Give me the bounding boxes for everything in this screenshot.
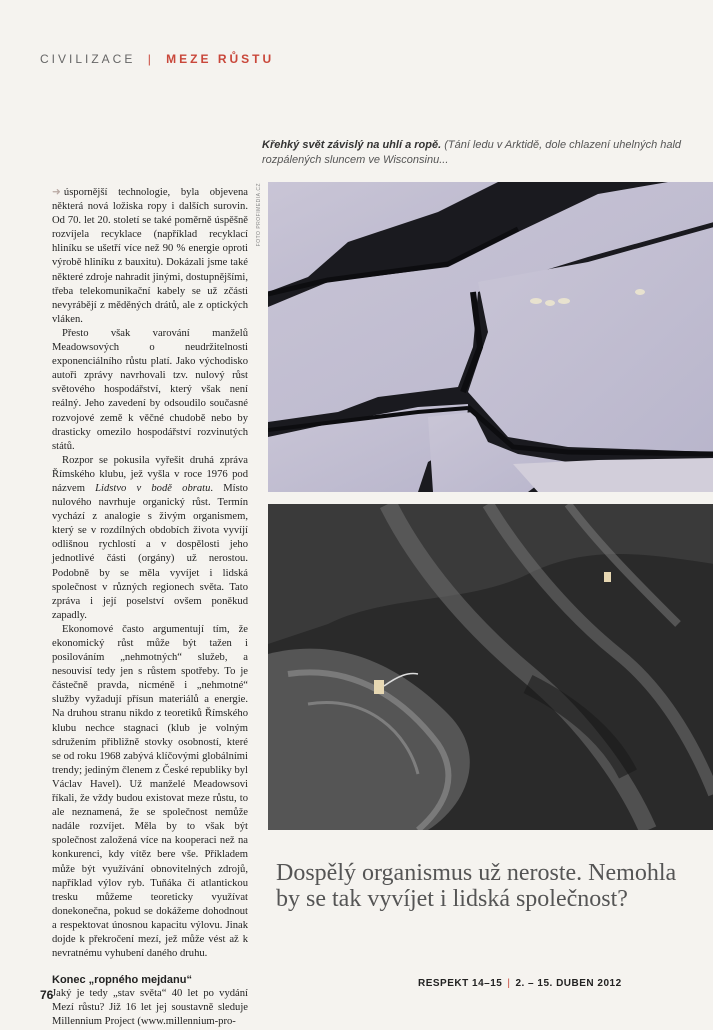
continuation-arrow-icon: ➜ bbox=[52, 187, 61, 198]
section-name: CIVILIZACE bbox=[40, 52, 136, 66]
caption-bold: Křehký svět závislý na uhlí a ropě. bbox=[262, 139, 442, 151]
paragraph: Přesto však varování manželů Meadowsových o neudržitelnosti exponenciálního růstu platí. Jako východisko autoři zprávy navrhovali tzv. nulový růst světového hospodářství, který však není reálný. Jeho zavedení by odsoudilo současné rozvojové země k věčné chudobě nebo by drasticky omezilo hospodářství rozvinutých států. bbox=[52, 327, 248, 452]
paragraph: ➜ úspornější technologie, byla objevena některá nová ložiska ropy i dalších surovin. Od 70. let 20. století se také poměrně úspěšně rozvíjela recyklace (například recyklací hliníku se ušetří více než 90 % energie oproti výrobě hliníku z bauxitu). Dokázali jsme také některé zdroje nahradit jinými, dostupnějšími, třeba telekomunikační kabely se už zčásti nevyrábějí z měděných drátů, ale z optických vláken. bbox=[52, 187, 248, 325]
footer-separator: | bbox=[507, 978, 511, 989]
caption-text: (Tání ledu v Arktidě, dole chlazení uhelných hald rozpálených sluncem ve Wisconsinu... bbox=[262, 139, 682, 166]
issue-date: 2. – 15. DUBEN 2012 bbox=[515, 978, 622, 989]
header-separator: | bbox=[147, 52, 154, 66]
page-number: 76 bbox=[40, 988, 54, 1002]
photo-credit: FOTO PROFIMEDIA.CZ bbox=[256, 183, 262, 247]
section-header bbox=[40, 52, 274, 66]
paragraph: Ekonomové často argumentují tím, že ekonomický růst může být tažen i posilováním „nehmotných“ služeb, a nesouvisí tedy jen s růstem spotřeby. To je částečně pravda, nicméně i „nehmotné“ služby vyžadují přísun materiálů a energie. Na druhou stranu nikdo z teoretiků Římského klubu nechce stagnaci (klub je volným sdružením přibližně stovky osobností, které se od roku 1968 zabývá klíčovými globálními trendy; jediným členem z České republiky byl Václav Havel). Už manželé Meadowsovi říkali, že vždy budou existovat meze růstu, to ale neznamená, že se společnost nemůže nadále rozvíjet. Měla by to však být společnost založená více na kooperaci než na konkurenci, kdy vítěz bere vše. Příkladem může být využívání obnovitelných zdrojů, například výlov ryb. Tuňáka či atlantickou tresku můžeme teoreticky využívat donekonečna, pokud se dokážeme dohodnout a respektovat únosnou kapacitu výlovu. Jinak dojde k překročení mezí, jež může vést až k nevratnému vyhubení daného druhu. bbox=[52, 623, 248, 960]
pull-quote: Dospělý organismus už neroste. Nemohla by se tak vyvíjet i lidská společnost? bbox=[276, 860, 677, 912]
coal-piles-photo bbox=[268, 504, 713, 830]
arctic-ice-photo bbox=[268, 182, 713, 492]
book-title: Lidstvo v bodě obratu bbox=[95, 482, 211, 494]
article-body bbox=[52, 186, 248, 1030]
paragraph: Rozpor se pokusila vyřešit druhá zpráva Římského klubu, jež vyšla v roce 1976 pod názvem Lidstvo v bodě obratu. Místo nulového navrhuje organický růst. Termín vychází z analogie s živým organismem, který se v rozdílných obdobích života vyvíjí odlišnou rychlostí a v dospělosti jeho jednotlivé části (orgány) už nerostou. Podobně by se měla vyvíjet i lidská společnost v různých regionech světa. Tato zpráva i její poselství ovšem poněkud zapadly. bbox=[52, 454, 248, 621]
subsection-name: MEZE RŮSTU bbox=[166, 52, 275, 66]
subheading: Konec „ropného mejdanu“ bbox=[52, 974, 192, 987]
photo-caption bbox=[262, 138, 682, 168]
paragraph: Jaký je tedy „stav světa“ 40 let po vydání Mezí růstu? Již 16 let jej soustavně sleduje Millennium Project (www.millennium-pro- bbox=[52, 988, 248, 1028]
issue-info bbox=[418, 978, 622, 989]
magazine-name: RESPEKT 14–15 bbox=[418, 978, 503, 989]
